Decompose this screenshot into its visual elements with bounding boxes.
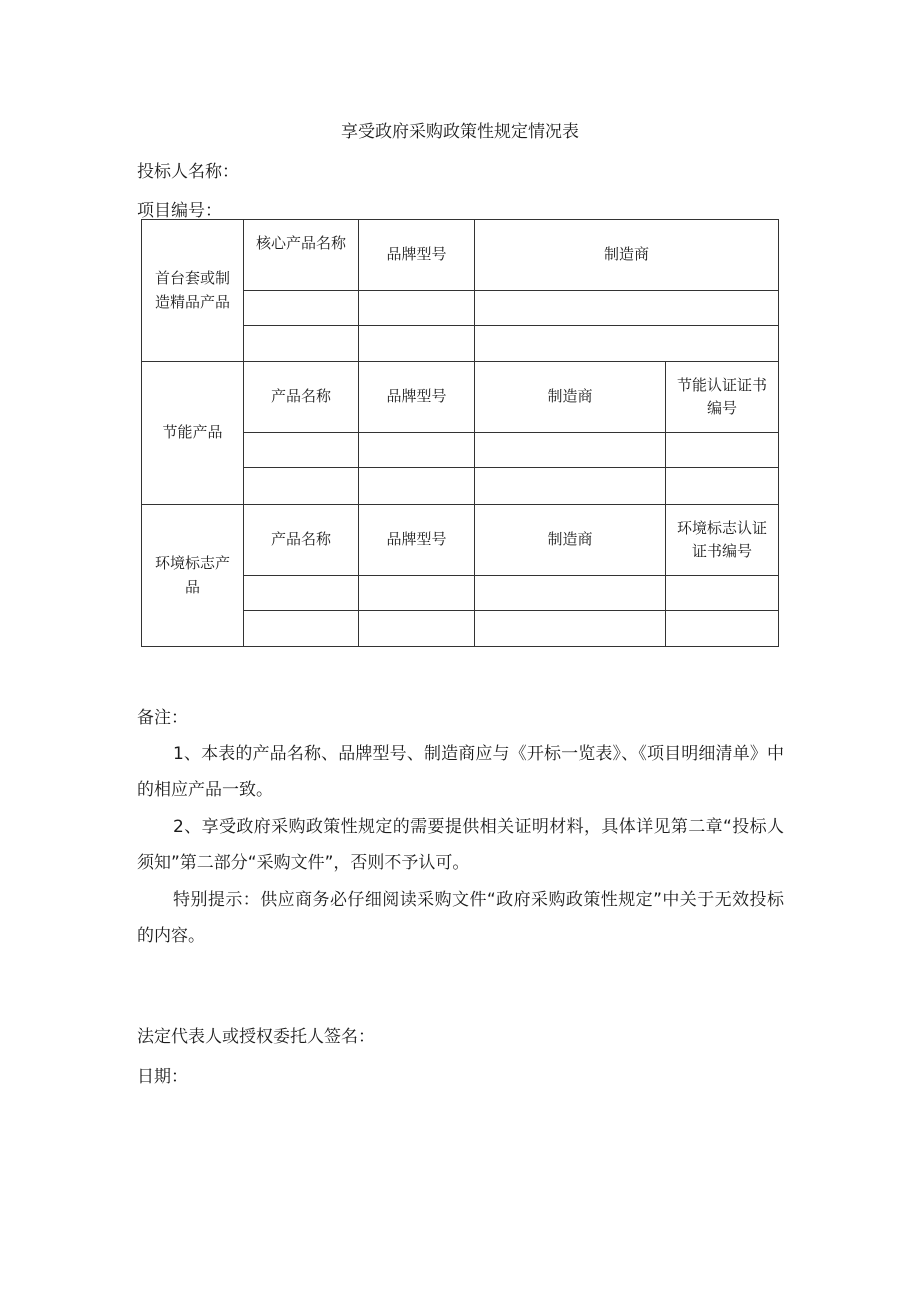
header-manufacturer: 制造商 <box>475 362 666 433</box>
table-cell[interactable] <box>475 433 666 468</box>
table-cell[interactable] <box>475 576 666 611</box>
signature-label: 法定代表人或授权委托人签名： <box>137 1027 375 1047</box>
table-cell[interactable] <box>475 326 779 362</box>
table-cell[interactable] <box>666 576 779 611</box>
page-title: 享受政府采购政策性规定情况表 <box>341 122 579 142</box>
header-product-name: 产品名称 <box>244 505 359 576</box>
table-cell[interactable] <box>244 576 359 611</box>
table-cell[interactable] <box>244 291 359 326</box>
table-cell[interactable] <box>666 468 779 505</box>
table-cell[interactable] <box>244 326 359 362</box>
notes-label: 备注： <box>137 708 188 728</box>
header-energy-cert-number: 节能认证证书编号 <box>666 362 779 433</box>
header-brand-model: 品牌型号 <box>359 505 475 576</box>
project-number-label: 项目编号： <box>137 201 222 221</box>
table-cell[interactable] <box>475 468 666 505</box>
table-cell[interactable] <box>475 291 779 326</box>
note-item: 1、本表的产品名称、品牌型号、制造商应与《开标一览表》、《项目明细清单》中的相应产品一致。 <box>137 744 784 800</box>
header-brand-model: 品牌型号 <box>359 220 475 291</box>
special-notice: 特别提示：供应商务必仔细阅读采购文件“政府采购政策性规定”中关于无效投标的内容。 <box>137 890 784 946</box>
date-label: 日期： <box>137 1067 188 1087</box>
table-cell[interactable] <box>359 468 475 505</box>
table-cell[interactable] <box>359 291 475 326</box>
table-cell[interactable] <box>475 611 666 647</box>
section-label-first-set: 首台套或制造精品产品 <box>142 220 244 362</box>
table-cell[interactable] <box>359 611 475 647</box>
table-cell[interactable] <box>359 576 475 611</box>
header-manufacturer: 制造商 <box>475 505 666 576</box>
policy-table <box>141 219 779 647</box>
header-brand-model: 品牌型号 <box>359 362 475 433</box>
bidder-name-label: 投标人名称： <box>137 162 239 182</box>
table-cell[interactable] <box>244 433 359 468</box>
table-cell[interactable] <box>666 433 779 468</box>
header-core-product-name: 核心产品名称 <box>244 220 359 291</box>
header-environmental-cert-number: 环境标志认证证书编号 <box>666 505 779 576</box>
table-cell[interactable] <box>359 433 475 468</box>
table-cell[interactable] <box>359 326 475 362</box>
table-cell[interactable] <box>666 611 779 647</box>
section-label-energy-saving: 节能产品 <box>142 362 244 505</box>
table-cell[interactable] <box>244 611 359 647</box>
header-product-name: 产品名称 <box>244 362 359 433</box>
header-manufacturer: 制造商 <box>475 220 779 291</box>
section-label-environmental: 环境标志产品 <box>142 505 244 647</box>
note-item: 2、享受政府采购政策性规定的需要提供相关证明材料，具体详见第二章“投标人须知”第二部分“采购文件”，否则不予认可。 <box>137 817 784 873</box>
table-cell[interactable] <box>244 468 359 505</box>
